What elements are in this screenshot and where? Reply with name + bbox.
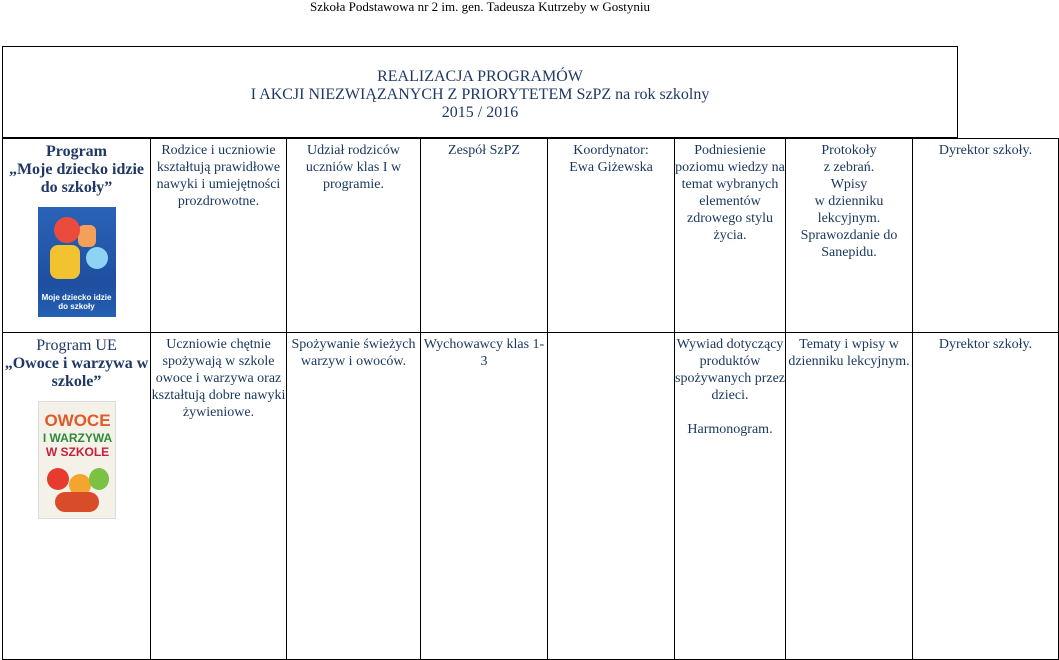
responsible-text: Dyrektor szkoły.	[938, 337, 1033, 352]
program-label: Program	[45, 143, 107, 160]
effect-cell	[675, 139, 786, 333]
program-poster-image	[38, 401, 116, 519]
coordinator-text: Koordynator: Ewa Giżewska	[569, 143, 653, 175]
poster-word: I WARZYWA	[42, 431, 113, 445]
who-text: Zespół SzPZ	[448, 143, 520, 158]
poster-word: W SZKOLE	[45, 445, 110, 459]
poster-caption: Moje dziecko idzie do szkoły	[41, 293, 112, 311]
program-label: Program UE	[36, 337, 117, 354]
goal-text: Rodzice i uczniowie kształtują prawidłowe nawyki i umiejętności prozdrowotne.	[156, 143, 281, 209]
evaluation-cell	[786, 139, 913, 333]
effect-text-2: Harmonogram.	[687, 422, 773, 437]
title-banner	[2, 46, 958, 138]
program-name: „Owoce i warzywa w szkole”	[4, 355, 149, 390]
program-poster-image	[38, 207, 116, 317]
task-cell	[287, 333, 421, 660]
program-name: „Moje dziecko idzie do szkoły”	[8, 161, 145, 196]
program-cell	[3, 333, 151, 660]
evaluation-text: Tematy i wpisy w dzienniku lekcyjnym.	[788, 337, 910, 369]
evaluation-cell	[786, 333, 913, 660]
goal-cell	[151, 139, 287, 333]
who-text: Wychowawcy klas 1-3	[423, 337, 545, 369]
poster-word: OWOCE	[44, 411, 111, 430]
table-row	[3, 333, 1059, 660]
banner-title-line1: REALIZACJA PROGRAMÓW	[377, 68, 583, 85]
goal-cell	[151, 333, 287, 660]
school-header: Szkoła Podstawowa nr 2 im. gen. Tadeusza Kutrzeby w Gostyniu	[309, 0, 651, 14]
programs-table	[2, 138, 1059, 660]
effect-text: Podniesienie poziomu wiedzy na temat wybranych elementów zdrowego stylu życia.	[675, 143, 785, 243]
coordinator-cell	[548, 139, 675, 333]
task-cell	[287, 139, 421, 333]
coordinator-cell	[548, 333, 675, 660]
responsible-cell	[913, 333, 1059, 660]
task-text: Udział rodziców uczniów klas I w programie.	[305, 143, 402, 192]
evaluation-text: Protokoły z zebrań. Wpisy w dzienniku lekcyjnym. Sprawozdanie do Sanepidu.	[800, 143, 898, 260]
goal-text: Uczniowie chętnie spożywają w szkole owoce i warzywa oraz kształtują dobre nawyki żywieniowe.	[151, 337, 286, 420]
who-cell	[421, 333, 548, 660]
banner-title-line2: I AKCJI NIEZWIĄZANYCH Z PRIORYTETEM SzPZ na rok szkolny	[250, 86, 710, 103]
banner-title-line3: 2015 / 2016	[441, 104, 519, 121]
who-cell	[421, 139, 548, 333]
responsible-text: Dyrektor szkoły.	[938, 143, 1033, 158]
table-row	[3, 139, 1059, 333]
task-text: Spożywanie świeżych warzyw i owoców.	[291, 337, 416, 369]
responsible-cell	[913, 139, 1059, 333]
effect-cell	[675, 333, 786, 660]
effect-text: Wywiad dotyczący produktów spożywanych przez dzieci.	[675, 337, 786, 403]
program-cell	[3, 139, 151, 333]
